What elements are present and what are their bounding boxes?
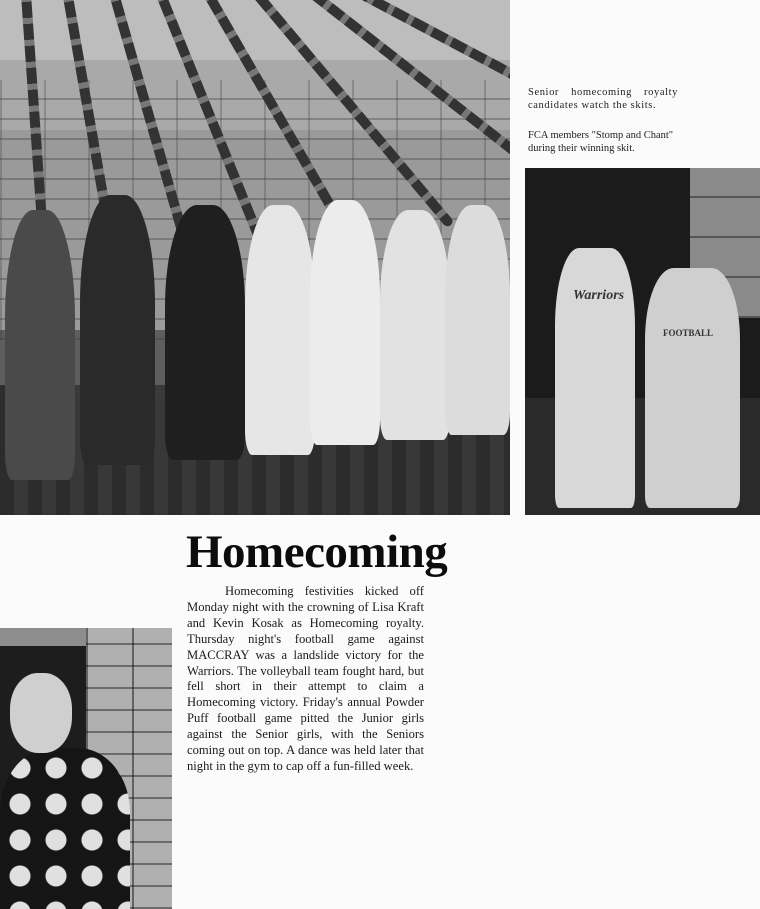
candidate	[245, 205, 315, 455]
candidate	[445, 205, 510, 435]
student-photo	[0, 628, 172, 909]
royalty-candidates-photo	[0, 0, 510, 515]
skit-performer	[645, 268, 740, 508]
candidate	[5, 210, 75, 480]
fca-skit-photo	[525, 168, 760, 515]
skit-photo-caption: FCA members "Stomp and Chant" during their winning skit.	[528, 130, 674, 154]
candidate	[165, 205, 245, 460]
candidate	[310, 200, 380, 445]
student-face	[10, 673, 72, 753]
shirt-text: Warriors	[573, 288, 625, 303]
royalty-photo-caption: Senior homecoming royalty candidates watch the skits.	[528, 87, 678, 111]
candidate	[380, 210, 450, 440]
skit-performer	[555, 248, 635, 508]
article-body: Homecoming festivities kicked off Monday night with the crowning of Lisa Kraft and Kevin Kosak as Homecoming royalty. Thursday night's football game against MACCRAY was a landslide victory for the Warriors. The volleyball team fought hard, but fell short in their attempt to claim a Homecoming victory. Friday's annual Powder Puff football game pitted the Junior girls against the Senior girls, with the Seniors coming out on top. A dance was held later that night in the gym to cap off a fun-filled week.	[187, 584, 424, 773]
student-polka-dot-shirt	[0, 748, 130, 909]
shirt-text: FOOTBALL	[663, 328, 714, 338]
candidate	[80, 195, 155, 465]
article-headline: Homecoming	[186, 526, 448, 578]
